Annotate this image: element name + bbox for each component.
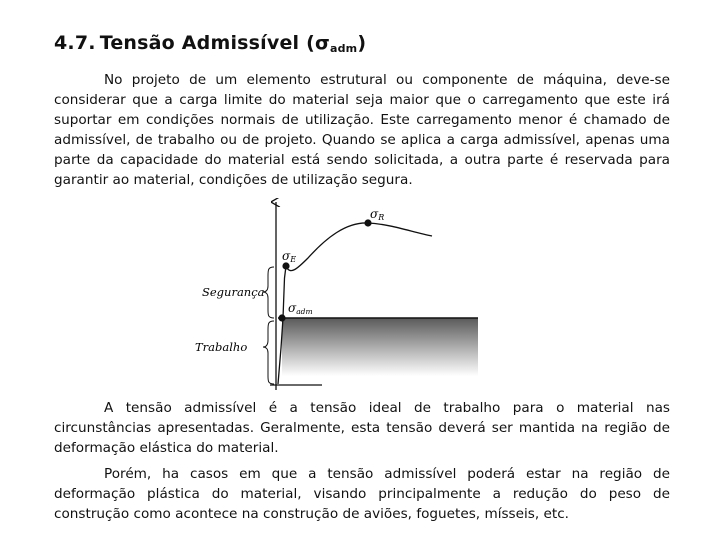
- trabalho-label: Trabalho: [195, 340, 248, 354]
- rupture-label: σR: [370, 207, 385, 222]
- paragraph-exceptions: Porém, ha casos em que a tensão admissível poderá estar na região de deformação plástica do material, visando principalmente a redução do peso de construção como acontece na construção de aviões, foguetes, mísseis, etc.: [54, 466, 670, 522]
- yield-label: σE: [282, 249, 297, 264]
- heading-sigma: σ: [314, 32, 330, 54]
- paragraph-definition: A tensão admissível é a tensão ideal de trabalho para o material nas circunstâncias apresentadas. Geralmente, esta tensão deverá ser mantida na região de deformação elástica do material.: [54, 400, 670, 456]
- paragraph-intro: No projeto de um elemento estrutural ou componente de máquina, deve-se considerar que a carga limite do material seja maior que o carregamento que este irá suportar em condições normais de utilização. Este carregamento menor é chamado de admissível, de trabalho ou de projeto. Quando se aplica a carga admissível, apenas uma parte da capacidade do material está sendo solicitada, a outra parte é reservada para garantir ao material, condições de utilização segura.: [54, 72, 670, 188]
- working-region: [282, 318, 478, 376]
- adm-point: [278, 314, 285, 321]
- seguranca-label: Segurança: [202, 285, 265, 299]
- section-heading: 4.7. Tensão Admissível $(\sigma_{adm})$: [54, 32, 367, 55]
- yield-point: [282, 262, 289, 269]
- heading-subscript: adm: [329, 42, 358, 55]
- stress-strain-diagram: [190, 198, 490, 398]
- trabalho-brace: [263, 321, 274, 384]
- seguranca-brace: [263, 267, 274, 318]
- section-title: Tensão Admissível: [99, 32, 300, 54]
- adm-label: σadm: [288, 301, 313, 316]
- section-number: 4.7.: [54, 32, 96, 54]
